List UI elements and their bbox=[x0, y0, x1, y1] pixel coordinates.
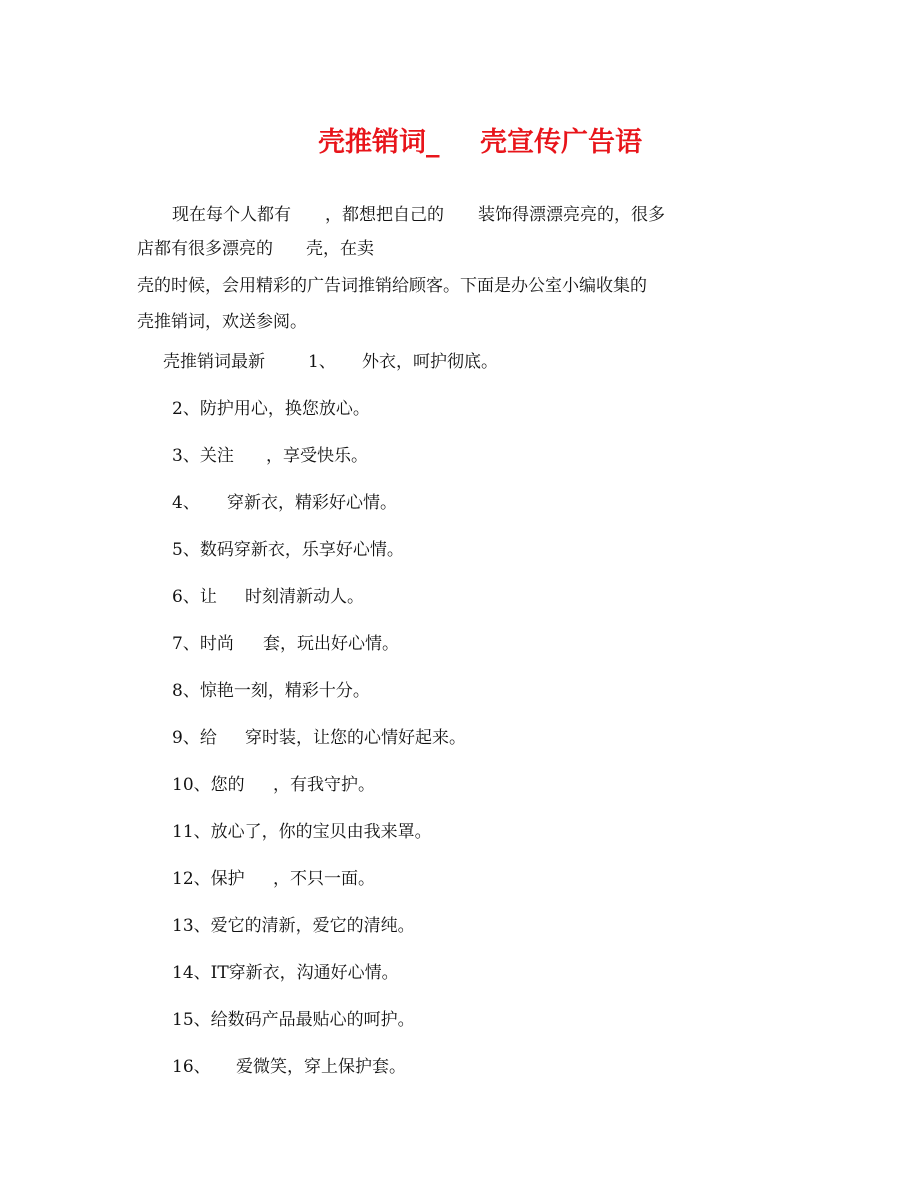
list-item-12 bbox=[0, 869, 920, 891]
list-item-16 bbox=[0, 1057, 920, 1079]
list-item-15: 15、给数码产品最贴心的呵护。 bbox=[172, 1010, 415, 1030]
list-item-4-seg-a: 4、 bbox=[172, 493, 200, 513]
list-item-10-seg-b: ，有我守护。 bbox=[273, 775, 375, 795]
list-item-6 bbox=[0, 587, 920, 609]
list-item-9-seg-b: 穿时装，让您的心情好起来。 bbox=[245, 728, 466, 748]
list-item-16-seg-b: 爱微笑，穿上保护套。 bbox=[236, 1057, 406, 1077]
intro-line-1-seg-a: 现在每个人都有 bbox=[172, 205, 291, 225]
list-item-14: 14、IT穿新衣，沟通好心情。 bbox=[172, 963, 399, 983]
document-title bbox=[0, 120, 920, 160]
list-item-9 bbox=[0, 728, 920, 750]
list-item-1-text: 外衣，呵护彻底。 bbox=[362, 352, 498, 372]
list-heading: 壳推销词最新 bbox=[163, 352, 265, 372]
list-item-11: 11、放心了，你的宝贝由我来罩。 bbox=[172, 822, 432, 842]
intro-line-4: 壳推销词，欢送参阅。 bbox=[137, 312, 307, 332]
list-item-3-seg-a: 3、关注 bbox=[172, 446, 234, 466]
list-item-10-seg-a: 10、您的 bbox=[172, 775, 245, 795]
intro-line-1 bbox=[0, 205, 920, 227]
title-part-1: 壳推销词_ bbox=[318, 127, 440, 158]
list-item-8: 8、惊艳一刻，精彩十分。 bbox=[172, 681, 370, 701]
list-item-2: 2、防护用心，换您放心。 bbox=[172, 399, 370, 419]
list-item-4-seg-b: 穿新衣，精彩好心情。 bbox=[227, 493, 397, 513]
list-item-7-seg-b: 套，玩出好心情。 bbox=[263, 634, 399, 654]
list-item-10 bbox=[0, 775, 920, 797]
list-item-5: 5、数码穿新衣，乐享好心情。 bbox=[172, 540, 404, 560]
list-item-12-seg-a: 12、保护 bbox=[172, 869, 245, 889]
list-item-6-seg-b: 时刻清新动人。 bbox=[245, 587, 364, 607]
list-item-9-seg-a: 9、给 bbox=[172, 728, 217, 748]
list-item-7-seg-a: 7、时尚 bbox=[172, 634, 234, 654]
list-heading-row bbox=[0, 352, 920, 374]
intro-line-1-seg-c: 装饰得漂漂亮亮的，很多 bbox=[478, 205, 665, 225]
list-item-16-seg-a: 16、 bbox=[172, 1057, 211, 1077]
list-item-4 bbox=[0, 493, 920, 515]
list-item-6-seg-a: 6、让 bbox=[172, 587, 217, 607]
intro-line-3: 壳的时候，会用精彩的广告词推销给顾客。下面是办公室小编收集的 bbox=[137, 276, 647, 296]
intro-line-2-seg-a: 店都有很多漂亮的 bbox=[137, 239, 273, 259]
list-item-7 bbox=[0, 634, 920, 656]
list-item-12-seg-b: ，不只一面。 bbox=[273, 869, 375, 889]
list-item-3-seg-b: ，享受快乐。 bbox=[266, 446, 368, 466]
intro-line-2-seg-b: 壳，在卖 bbox=[306, 239, 374, 259]
list-item-13: 13、爱它的清新，爱它的清纯。 bbox=[172, 916, 415, 936]
list-item-3 bbox=[0, 446, 920, 468]
intro-line-2 bbox=[0, 239, 920, 261]
title-part-2: 壳宣传广告语 bbox=[480, 127, 642, 158]
intro-line-1-seg-b: ，都想把自己的 bbox=[325, 205, 444, 225]
list-item-1-number: 1、 bbox=[308, 352, 336, 372]
